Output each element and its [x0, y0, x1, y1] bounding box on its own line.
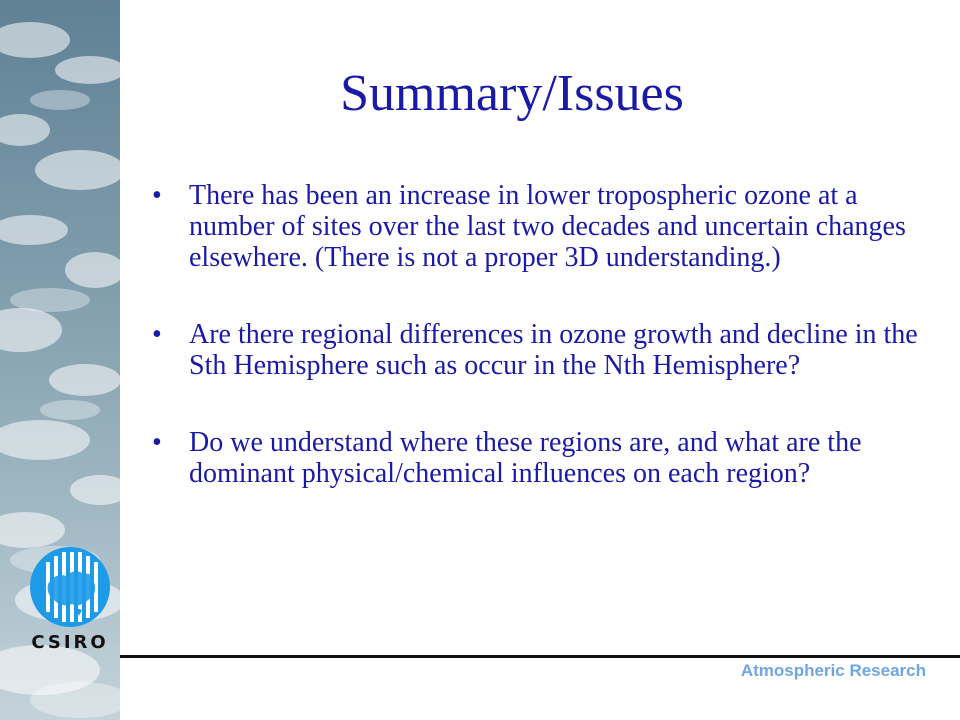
- csiro-logo: [22, 542, 118, 662]
- bullet-item: [152, 180, 942, 273]
- logo-text: CSIRO: [31, 632, 109, 653]
- bullet-text: Are there regional differences in ozone growth and decline in the Sth Hemisphere such as occur in the Nth Hemisphere?: [189, 319, 918, 381]
- csiro-logo-icon: [22, 542, 118, 632]
- slide-title: Summary/Issues: [340, 65, 684, 122]
- bullet-marker: •: [152, 427, 162, 458]
- footer-label: Atmospheric Research: [740, 661, 926, 680]
- bullet-marker: •: [152, 319, 162, 350]
- bullet-text: There has been an increase in lower tropospheric ozone at a number of sites over the last two decades and uncertain changes elsewhere. (There is not a proper 3D understanding.): [189, 180, 906, 273]
- footer-divider: [120, 655, 960, 658]
- bullet-item: [152, 319, 942, 381]
- bullet-marker: •: [152, 180, 162, 211]
- bullet-list: [152, 180, 942, 489]
- bullet-item: [152, 427, 942, 489]
- bullet-text: Do we understand where these regions are, and what are the dominant physical/chemical influences on each region?: [189, 427, 862, 489]
